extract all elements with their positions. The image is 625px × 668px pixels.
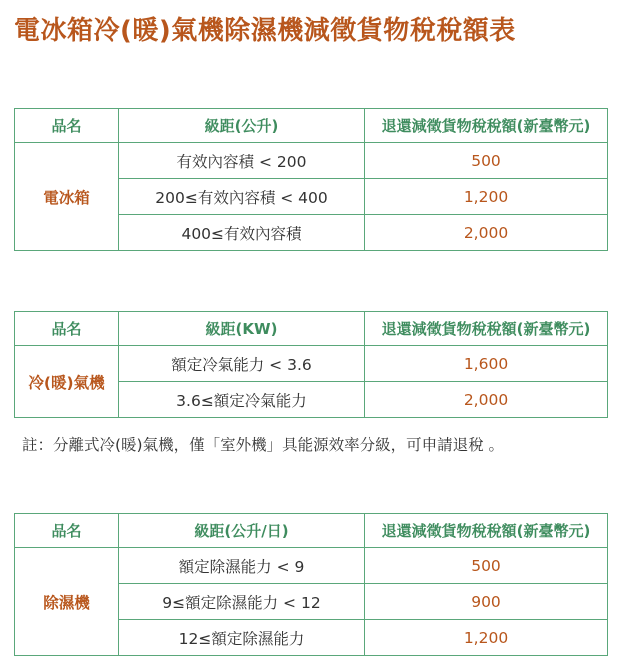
range-cell: 12≤額定除濕能力: [119, 620, 365, 656]
header-product: 品名: [15, 109, 119, 143]
header-range: 級距(公升/日): [119, 514, 365, 548]
amount-cell: 500: [365, 548, 608, 584]
header-product: 品名: [15, 312, 119, 346]
range-cell: 額定冷氣能力 < 3.6: [119, 346, 365, 382]
header-amount: 退還減徵貨物稅稅額(新臺幣元): [365, 312, 608, 346]
header-amount: 退還減徵貨物稅稅額(新臺幣元): [365, 109, 608, 143]
range-cell: 200≤有效內容積 < 400: [119, 179, 365, 215]
header-product: 品名: [15, 514, 119, 548]
header-range: 級距(KW): [119, 312, 365, 346]
footnote: 註：分離式冷(暖)氣機，僅「室外機」具能源效率分級，可申請退稅 。: [22, 436, 505, 454]
product-name: 除濕機: [15, 548, 119, 656]
table-header-row: [15, 109, 608, 143]
range-cell: 3.6≤額定冷氣能力: [119, 382, 365, 418]
amount-cell: 1,600: [365, 346, 608, 382]
page-title: 電冰箱冷(暖)氣機除濕機減徵貨物稅稅額表: [14, 16, 516, 46]
range-cell: 9≤額定除濕能力 < 12: [119, 584, 365, 620]
refrigerator-tax-table: [14, 108, 608, 251]
table-row: [15, 346, 608, 382]
range-cell: 有效內容積 < 200: [119, 143, 365, 179]
amount-cell: 900: [365, 584, 608, 620]
product-name: 冷(暖)氣機: [15, 346, 119, 418]
amount-cell: 500: [365, 143, 608, 179]
table-header-row: [15, 312, 608, 346]
air-conditioner-tax-table: [14, 311, 608, 418]
header-range: 級距(公升): [119, 109, 365, 143]
table-header-row: [15, 514, 608, 548]
table-row: [15, 548, 608, 584]
product-name: 電冰箱: [15, 143, 119, 251]
amount-cell: 1,200: [365, 620, 608, 656]
amount-cell: 1,200: [365, 179, 608, 215]
dehumidifier-tax-table: [14, 513, 608, 656]
range-cell: 額定除濕能力 < 9: [119, 548, 365, 584]
range-cell: 400≤有效內容積: [119, 215, 365, 251]
amount-cell: 2,000: [365, 215, 608, 251]
table-row: [15, 143, 608, 179]
amount-cell: 2,000: [365, 382, 608, 418]
header-amount: 退還減徵貨物稅稅額(新臺幣元): [365, 514, 608, 548]
